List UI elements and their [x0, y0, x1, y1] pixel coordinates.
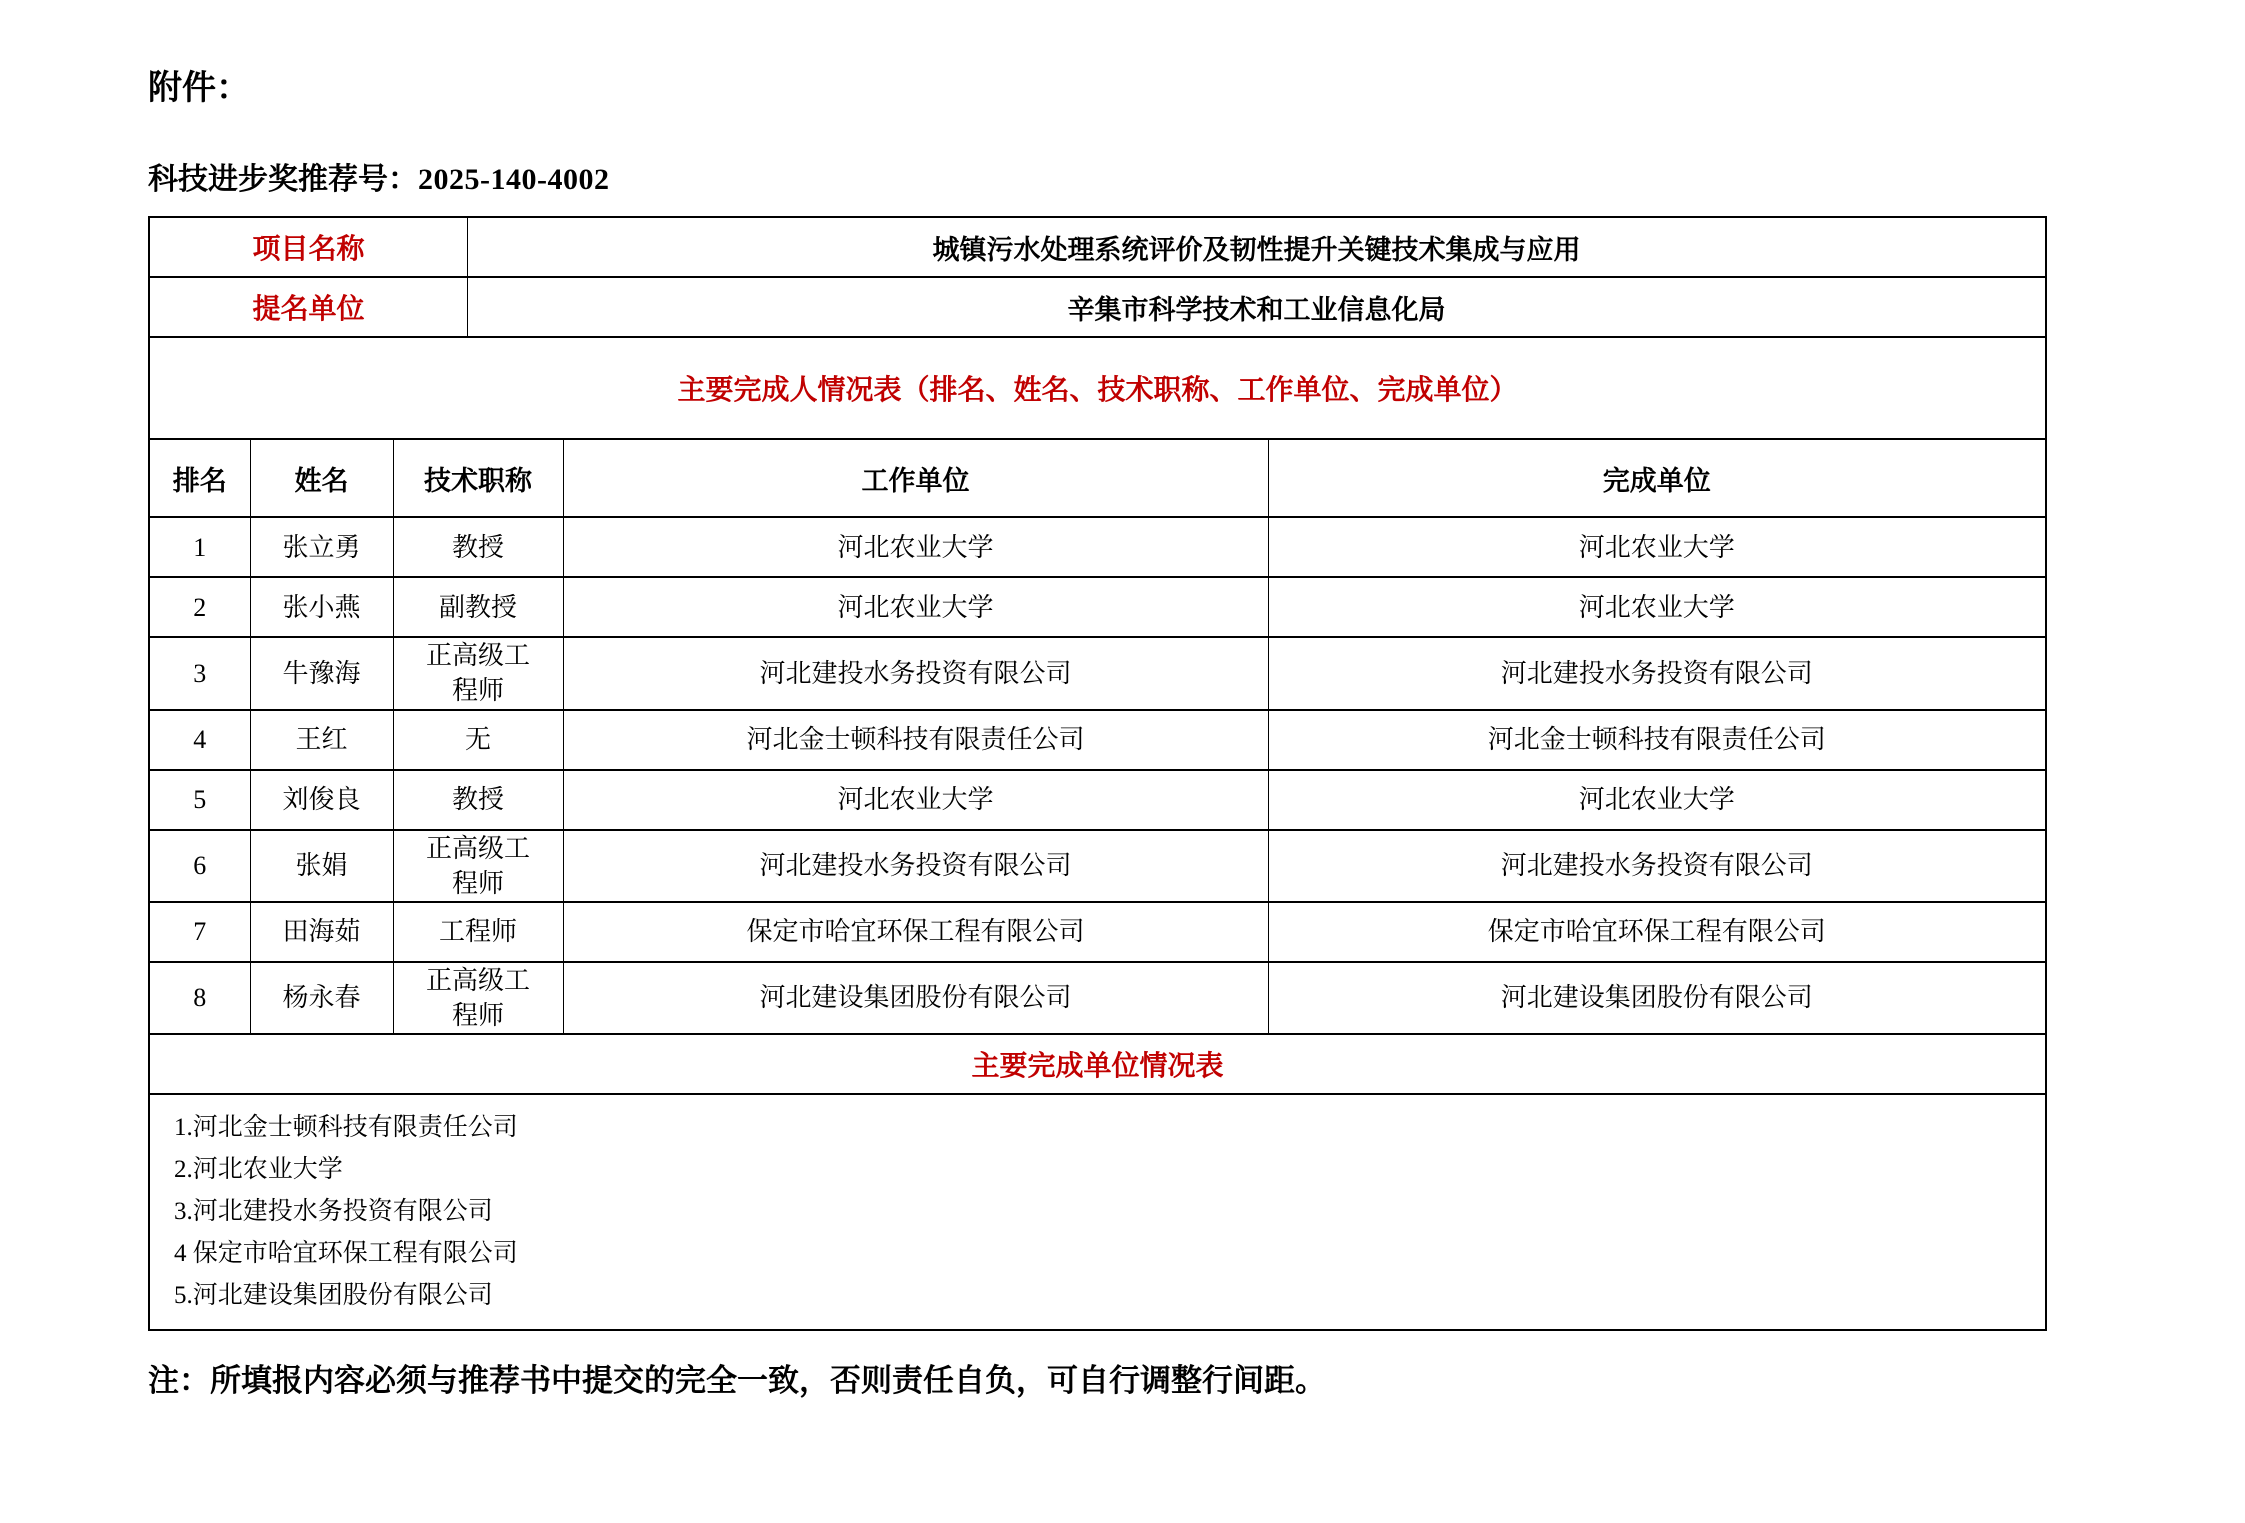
table-cell: 河北农业大学 [1268, 770, 2045, 830]
table-row [150, 517, 2045, 577]
info-row [150, 277, 2045, 337]
column-header: 技术职称 [393, 440, 563, 517]
column-header: 工作单位 [563, 440, 1268, 517]
table-cell: 王红 [250, 710, 393, 770]
table-cell: 5 [150, 770, 250, 830]
table-row [150, 637, 2045, 709]
table-cell: 河北建设集团股份有限公司 [1268, 962, 2045, 1034]
units-section-title: 主要完成单位情况表 [150, 1035, 2045, 1095]
table-cell: 保定市哈宜环保工程有限公司 [1268, 902, 2045, 962]
table-cell: 张立勇 [250, 517, 393, 577]
completers-table [150, 440, 2045, 1035]
table-cell: 教授 [393, 517, 563, 577]
column-header: 姓名 [250, 440, 393, 517]
table-cell: 2 [150, 577, 250, 637]
table-cell: 河北金士顿科技有限责任公司 [1268, 710, 2045, 770]
info-row-value: 辛集市科学技术和工业信息化局 [468, 277, 2046, 337]
table-row [150, 962, 2045, 1034]
info-row [150, 218, 2045, 277]
table-cell: 河北农业大学 [563, 770, 1268, 830]
table-cell: 张娟 [250, 830, 393, 902]
table-cell: 副教授 [393, 577, 563, 637]
table-cell: 河北建投水务投资有限公司 [563, 637, 1268, 709]
table-cell: 河北金士顿科技有限责任公司 [563, 710, 1268, 770]
unit-list-item: 1.河北金士顿科技有限责任公司 [174, 1113, 518, 1141]
table-row [150, 577, 2045, 637]
table-cell: 1 [150, 517, 250, 577]
table-cell: 河北建投水务投资有限公司 [1268, 637, 2045, 709]
table-cell: 工程师 [393, 902, 563, 962]
column-header: 排名 [150, 440, 250, 517]
table-cell: 张小燕 [250, 577, 393, 637]
table-row [150, 770, 2045, 830]
unit-list-item: 3.河北建投水务投资有限公司 [174, 1197, 493, 1225]
table-cell: 刘俊良 [250, 770, 393, 830]
recommendation-number: 2025-140-4002 [418, 163, 610, 197]
table-row [150, 830, 2045, 902]
table-cell: 河北建投水务投资有限公司 [1268, 830, 2045, 902]
completers-body [150, 517, 2045, 1034]
table-cell: 正高级工程师 [393, 637, 563, 709]
footer-note: 注：所填报内容必须与推荐书中提交的完全一致，否则责任自负，可自行调整行间距。 [148, 1362, 1326, 1398]
table-cell: 河北农业大学 [1268, 517, 2045, 577]
table-row [150, 902, 2045, 962]
completers-section-title: 主要完成人情况表（排名、姓名、技术职称、工作单位、完成单位） [150, 338, 2045, 440]
table-cell: 正高级工程师 [393, 962, 563, 1034]
completers-header-row [150, 440, 2045, 517]
table-row [150, 710, 2045, 770]
table-cell: 8 [150, 962, 250, 1034]
table-cell: 4 [150, 710, 250, 770]
info-section [150, 218, 2045, 338]
recommendation-line [148, 163, 2245, 196]
table-cell: 无 [393, 710, 563, 770]
table-cell: 教授 [393, 770, 563, 830]
info-row-label: 项目名称 [150, 218, 468, 277]
info-row-value: 城镇污水处理系统评价及韧性提升关键技术集成与应用 [468, 218, 2046, 277]
table-cell: 6 [150, 830, 250, 902]
table-cell: 杨永春 [250, 962, 393, 1034]
unit-list-item: 2.河北农业大学 [174, 1155, 343, 1183]
attachment-heading: 附件： [148, 70, 250, 107]
table-cell: 牛豫海 [250, 637, 393, 709]
table-cell: 河北建投水务投资有限公司 [563, 830, 1268, 902]
table-cell: 田海茹 [250, 902, 393, 962]
table-cell: 河北农业大学 [1268, 577, 2045, 637]
recommendation-label: 科技进步奖推荐号： [148, 163, 418, 197]
table-cell: 保定市哈宜环保工程有限公司 [563, 902, 1268, 962]
unit-list-item: 4 保定市哈宜环保工程有限公司 [174, 1239, 518, 1267]
info-row-label: 提名单位 [150, 277, 468, 337]
table-cell: 正高级工程师 [393, 830, 563, 902]
units-list [150, 1095, 2045, 1329]
column-header: 完成单位 [1268, 440, 2045, 517]
table-cell: 河北建设集团股份有限公司 [563, 962, 1268, 1034]
table-cell: 河北农业大学 [563, 517, 1268, 577]
info-section-body [150, 218, 2045, 337]
unit-list-item: 5.河北建设集团股份有限公司 [174, 1281, 493, 1309]
table-cell: 3 [150, 637, 250, 709]
table-cell: 河北农业大学 [563, 577, 1268, 637]
award-form-table [148, 216, 2047, 1331]
table-cell: 7 [150, 902, 250, 962]
